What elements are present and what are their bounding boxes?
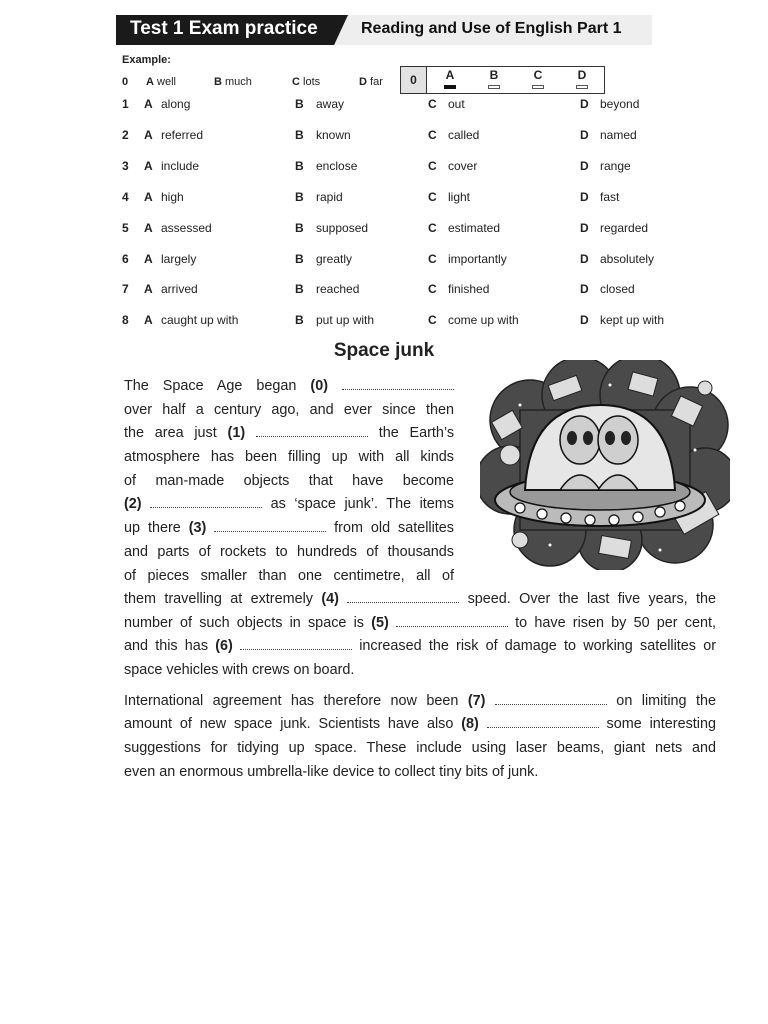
question-number: 4 bbox=[122, 189, 129, 204]
option-word-b[interactable]: rapid bbox=[316, 189, 343, 204]
option-letter-c: C bbox=[428, 282, 437, 297]
header-part-title: Reading and Use of English Part 1 bbox=[361, 20, 622, 37]
option-word-a[interactable]: assessed bbox=[161, 220, 212, 235]
question-row bbox=[122, 97, 722, 113]
example-option-d: D far bbox=[359, 76, 383, 88]
article-text: of pieces smaller than one centimetre, all of bbox=[124, 568, 454, 584]
option-word-c[interactable]: called bbox=[448, 127, 480, 142]
article-text: number of such objects in space is bbox=[124, 615, 372, 631]
article-text: as ‘space junk’. The items bbox=[262, 496, 454, 512]
option-word-b[interactable]: away bbox=[316, 97, 345, 111]
answer-gap[interactable] bbox=[256, 424, 368, 437]
gap-number: (2) bbox=[124, 496, 142, 512]
option-letter-b: B bbox=[295, 158, 304, 173]
option-word-b[interactable]: known bbox=[316, 127, 351, 142]
article-text: the area just bbox=[124, 425, 228, 441]
header-test-title: Test 1 Exam practice bbox=[130, 18, 318, 39]
article-text: up there bbox=[124, 520, 189, 536]
answer-gap[interactable] bbox=[240, 637, 352, 650]
question-number: 5 bbox=[122, 220, 129, 235]
question-row bbox=[122, 190, 722, 206]
option-word-d[interactable]: range bbox=[600, 158, 631, 173]
option-letter-a: A bbox=[144, 127, 153, 142]
gap-number: (6) bbox=[215, 638, 233, 654]
option-word-a[interactable]: caught up with bbox=[161, 313, 239, 328]
article-line bbox=[124, 589, 716, 609]
article-line bbox=[124, 762, 716, 782]
article-line bbox=[124, 566, 454, 586]
article-text: on limiting the bbox=[606, 693, 716, 709]
article-line bbox=[124, 518, 454, 538]
answer-letter-d: D bbox=[577, 68, 587, 82]
option-letter-d: D bbox=[580, 127, 589, 142]
article-text: speed. Over the last five years, the bbox=[459, 591, 716, 607]
article-text: suggestions for tidying up space. These include using laser beams, giant nets and bbox=[124, 740, 716, 756]
answer-gap[interactable] bbox=[487, 715, 599, 728]
option-letter-d: D bbox=[580, 251, 589, 266]
answer-gap[interactable] bbox=[150, 495, 262, 508]
option-letter-d: D bbox=[580, 158, 589, 173]
option-letter-b: B bbox=[295, 127, 304, 142]
option-word-c[interactable]: estimated bbox=[448, 220, 501, 235]
option-letter-a: A bbox=[144, 220, 153, 235]
article-text: The Space Age began bbox=[124, 378, 311, 394]
article-line bbox=[124, 660, 716, 680]
article-title: Space junk bbox=[333, 340, 435, 361]
option-letter-c: C bbox=[428, 313, 437, 328]
option-letter-d: D bbox=[580, 220, 589, 235]
article-text: some interesting bbox=[598, 716, 716, 732]
answer-gap[interactable] bbox=[495, 692, 607, 705]
option-word-b[interactable]: put up with bbox=[316, 313, 375, 328]
article-text: amount of new space junk. Scientists have also bbox=[124, 716, 462, 732]
option-word-a[interactable]: largely bbox=[161, 251, 197, 266]
question-number: 2 bbox=[122, 127, 129, 142]
option-word-a[interactable]: arrived bbox=[161, 282, 198, 297]
article-text: them travelling at extremely bbox=[124, 591, 322, 607]
question-row bbox=[122, 159, 722, 175]
article-text: from old satellites bbox=[326, 520, 454, 536]
option-letter-a: A bbox=[144, 313, 153, 328]
article-line bbox=[124, 376, 454, 396]
option-word-d[interactable]: kept up with bbox=[600, 313, 665, 328]
question-number: 7 bbox=[122, 282, 129, 297]
article-line bbox=[124, 471, 454, 491]
article-text: even an enormous umbrella-like device to collect tiny bits of junk. bbox=[124, 764, 539, 780]
example-option-a: A well bbox=[146, 76, 176, 88]
question-number: 8 bbox=[122, 313, 129, 328]
option-word-b[interactable]: reached bbox=[316, 282, 360, 297]
article-text: and this has bbox=[124, 638, 216, 654]
question-row bbox=[122, 282, 722, 298]
option-letter-c: C bbox=[428, 127, 437, 142]
option-word-a[interactable]: include bbox=[161, 158, 200, 173]
question-row bbox=[122, 252, 722, 268]
option-letter-a: A bbox=[144, 282, 153, 297]
option-letter-a: A bbox=[144, 158, 153, 173]
question-number: 3 bbox=[122, 158, 129, 173]
option-word-c[interactable]: out bbox=[448, 97, 465, 111]
example-number: 0 bbox=[122, 76, 129, 88]
answer-gap[interactable] bbox=[214, 519, 326, 532]
article-line bbox=[124, 423, 454, 443]
question-row bbox=[122, 313, 722, 329]
answer-mark-a[interactable] bbox=[444, 85, 456, 89]
option-word-a[interactable]: referred bbox=[161, 127, 204, 142]
article-text: to have risen by 50 per cent, bbox=[507, 615, 716, 631]
option-letter-b: B bbox=[295, 97, 304, 111]
example-label: Example: bbox=[122, 54, 171, 66]
option-word-b[interactable]: greatly bbox=[316, 251, 353, 266]
option-letter-c: C bbox=[428, 251, 437, 266]
option-letter-d: D bbox=[580, 189, 589, 204]
example-option-b: B much bbox=[214, 76, 252, 88]
gap-number: (8) bbox=[461, 716, 479, 732]
answer-letter-a: A bbox=[445, 68, 455, 82]
option-letter-b: B bbox=[295, 313, 304, 328]
gap-number: (1) bbox=[227, 425, 246, 441]
option-word-d[interactable]: regarded bbox=[600, 220, 649, 235]
option-word-c[interactable]: come up with bbox=[448, 313, 519, 328]
answer-gap[interactable] bbox=[342, 377, 454, 390]
article-line bbox=[124, 613, 716, 633]
option-word-d[interactable]: closed bbox=[600, 282, 635, 297]
option-word-c[interactable]: importantly bbox=[448, 251, 507, 266]
article-text: space vehicles with crews on board. bbox=[124, 662, 355, 678]
option-word-d[interactable]: absolutely bbox=[600, 251, 655, 266]
option-letter-b: B bbox=[295, 220, 304, 235]
answer-box-number: 0 bbox=[401, 67, 427, 93]
option-letter-d: D bbox=[580, 282, 589, 297]
article-line bbox=[124, 494, 454, 514]
option-letter-a: A bbox=[144, 251, 153, 266]
option-word-d[interactable]: beyond bbox=[600, 97, 640, 111]
option-word-c[interactable]: finished bbox=[448, 282, 490, 297]
option-letter-b: B bbox=[295, 251, 304, 266]
option-word-b[interactable]: enclose bbox=[316, 158, 358, 173]
article-text: and parts of rockets to hundreds of thousands bbox=[124, 544, 454, 560]
article-line bbox=[124, 636, 716, 656]
example-answer-box bbox=[400, 66, 605, 94]
gap-number: (5) bbox=[371, 615, 389, 631]
option-letter-d: D bbox=[580, 313, 589, 328]
question-number: 1 bbox=[122, 97, 129, 111]
option-word-c[interactable]: light bbox=[448, 189, 471, 204]
option-letter-b: B bbox=[295, 282, 304, 297]
gap-number: (0) bbox=[310, 378, 329, 394]
option-word-a[interactable]: along bbox=[161, 97, 191, 111]
gap-number: (3) bbox=[188, 520, 207, 536]
alien-spaceship-illustration bbox=[480, 360, 730, 570]
option-word-d[interactable]: named bbox=[600, 127, 637, 142]
article-text: of man-made objects that have become bbox=[124, 473, 454, 489]
gap-number: (4) bbox=[321, 591, 339, 607]
example-option-c: C lots bbox=[292, 76, 321, 88]
option-word-c[interactable]: cover bbox=[448, 158, 478, 173]
option-word-d[interactable]: fast bbox=[600, 189, 620, 204]
article-text: increased the risk of damage to working satellites or bbox=[352, 638, 716, 654]
option-letter-a: A bbox=[144, 189, 153, 204]
option-letter-d: D bbox=[580, 97, 589, 111]
option-letter-b: B bbox=[295, 189, 304, 204]
article-line bbox=[124, 714, 716, 734]
answer-mark-b[interactable] bbox=[488, 85, 500, 89]
option-letter-a: A bbox=[144, 97, 153, 111]
answer-gap[interactable] bbox=[347, 590, 459, 603]
article-line bbox=[124, 447, 454, 467]
option-word-b[interactable]: supposed bbox=[316, 220, 369, 235]
article-text: International agreement has therefore now been bbox=[124, 693, 468, 709]
article-line bbox=[124, 400, 454, 420]
header-strip bbox=[116, 15, 652, 45]
option-letter-c: C bbox=[428, 220, 437, 235]
article-text: atmosphere has been filling up with all kinds bbox=[124, 449, 454, 465]
option-letter-c: C bbox=[428, 189, 437, 204]
answer-letter-b: B bbox=[489, 68, 499, 82]
article-text: over half a century ago, and ever since then bbox=[124, 402, 454, 418]
option-letter-c: C bbox=[428, 97, 437, 111]
article-line bbox=[124, 691, 716, 711]
answer-letter-c: C bbox=[533, 68, 543, 82]
answer-mark-c[interactable] bbox=[532, 85, 544, 89]
article-line bbox=[124, 738, 716, 758]
question-row bbox=[122, 221, 722, 237]
question-row bbox=[122, 128, 722, 144]
option-word-a[interactable]: high bbox=[161, 189, 184, 204]
gap-number: (7) bbox=[467, 693, 486, 709]
answer-gap[interactable] bbox=[396, 614, 508, 627]
article-text: the Earth’s bbox=[367, 425, 455, 441]
option-letter-c: C bbox=[428, 158, 437, 173]
article-line bbox=[124, 542, 454, 562]
question-number: 6 bbox=[122, 251, 129, 266]
answer-mark-d[interactable] bbox=[576, 85, 588, 89]
